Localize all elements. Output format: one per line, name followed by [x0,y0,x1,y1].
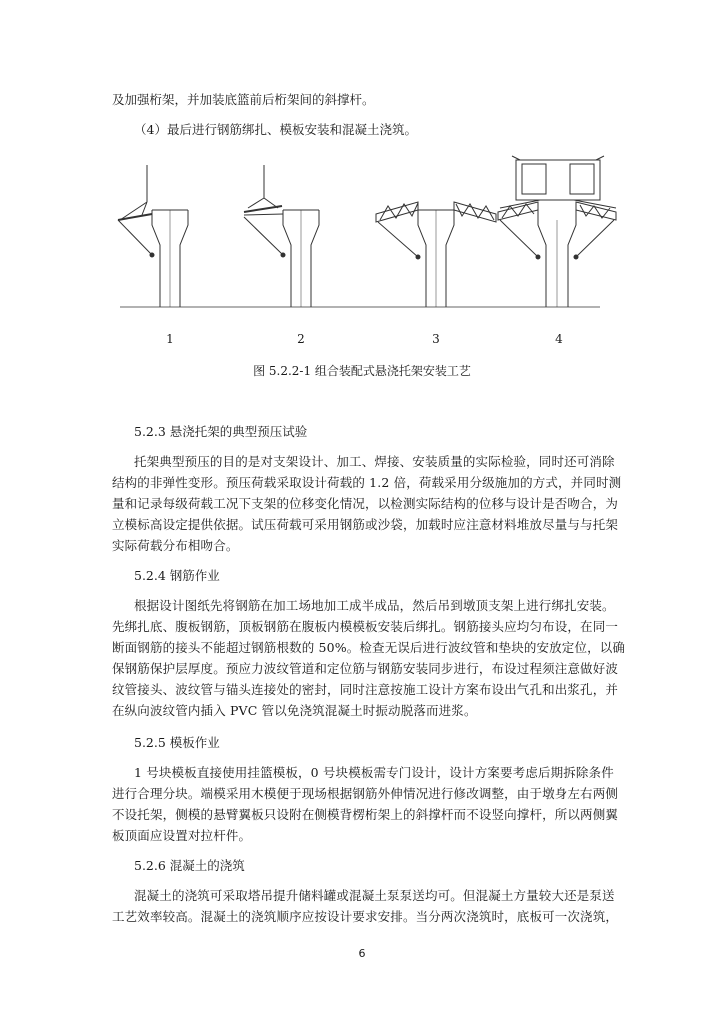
paragraph-line: 在纵向波纹管内插入 PVC 管以免浇筑混凝土时振动脱落而进浆。 [112,703,477,718]
bracket-installation-figure [0,150,724,330]
paragraph-line: 进行合理分块。端模采用木模便于现场根据钢筋外伸情况进行修改调整，由于墩身左右两侧 [112,786,619,801]
paragraph-line: 工艺效率较高。混凝土的浇筑顺序应按设计要求安排。当分两次浇筑时，底板可一次浇筑， [112,909,619,924]
paragraph-line: 根据设计图纸先将钢筋在加工场地加工成半成品，然后吊到墩顶支架上进行绑扎安装。 [134,598,615,613]
figure-label-1: 1 [166,332,174,346]
intro-line-1: 及加强桁架，并加装底篮前后桁架间的斜撑杆。 [112,92,375,107]
stage-4-drawing [498,156,616,307]
figure-label-2: 2 [297,332,305,346]
section-524-heading: 5.2.4 钢筋作业 [134,568,220,583]
stage-1-drawing [118,165,188,307]
paragraph-line: 立模标高设定提供依据。试压荷载可采用钢筋或沙袋，加载时应注意材料堆放尽量与与托架 [112,517,619,532]
paragraph-line: 板顶面应设置对拉杆件。 [112,828,252,843]
figure-label-3: 3 [432,332,440,346]
paragraph-line: 纹管接头、波纹管与锚头连接处的密封，同时注意按施工设计方案布设出气孔和出浆孔，并 [112,682,619,697]
paragraph-line: 保钢筋保护层厚度。预应力波纹管道和定位筋与钢筋安装同步进行，布设过程须注意做好波 [112,661,619,676]
paragraph-line: 不设托架，侧模的悬臂翼板只设附在侧模背楞桁架上的斜撑杆而不设竖向撑杆，所以两侧翼 [112,807,619,822]
stage-3-drawing [376,202,496,307]
page-number: 6 [358,947,366,960]
paragraph-line: 托架典型预压的目的是对支架设计、加工、焊接、安装质量的实际检验，同时还可消除 [134,454,615,469]
section-525-heading: 5.2.5 模板作业 [134,735,220,750]
stage-2-drawing [244,165,319,307]
section-526-heading: 5.2.6 混凝土的浇筑 [134,858,245,873]
figure-label-4: 4 [555,332,563,346]
paragraph-line: 实际荷载分布相吻合。 [112,538,239,553]
paragraph-line: 断面钢筋的接头不能超过钢筋根数的 50%。检查无误后进行波纹管和垫块的安放定位，以确 [112,640,626,655]
intro-line-2: （4）最后进行钢筋绑扎、模板安装和混凝土浇筑。 [134,122,417,137]
paragraph-line: 结构的非弹性变形。预压荷载采取设计荷载的 1.2 倍，荷载采用分级施加的方式，并同时测 [112,475,622,490]
section-523-heading: 5.2.3 悬浇托架的典型预压试验 [134,424,308,439]
paragraph-line: 先绑扎底、腹板钢筋，顶板钢筋在腹板内模模板安装后绑扎。钢筋接头应均匀布设，在同一 [112,619,619,634]
figure-caption: 图 5.2.2-1 组合装配式悬浇托架安装工艺 [253,364,471,378]
paragraph-line: 量和记录每级荷载工况下支架的位移变化情况，以检测实际结构的位移与设计是否吻合，为 [112,496,619,511]
paragraph-line: 混凝土的浇筑可采取塔吊提升储料罐或混凝土泵泵送均可。但混凝土方量较大还是泵送 [134,888,615,903]
paragraph-line: 1 号块模板直接使用挂篮模板，0 号块模板需专门设计，设计方案要考虑后期拆除条件 [134,765,614,780]
